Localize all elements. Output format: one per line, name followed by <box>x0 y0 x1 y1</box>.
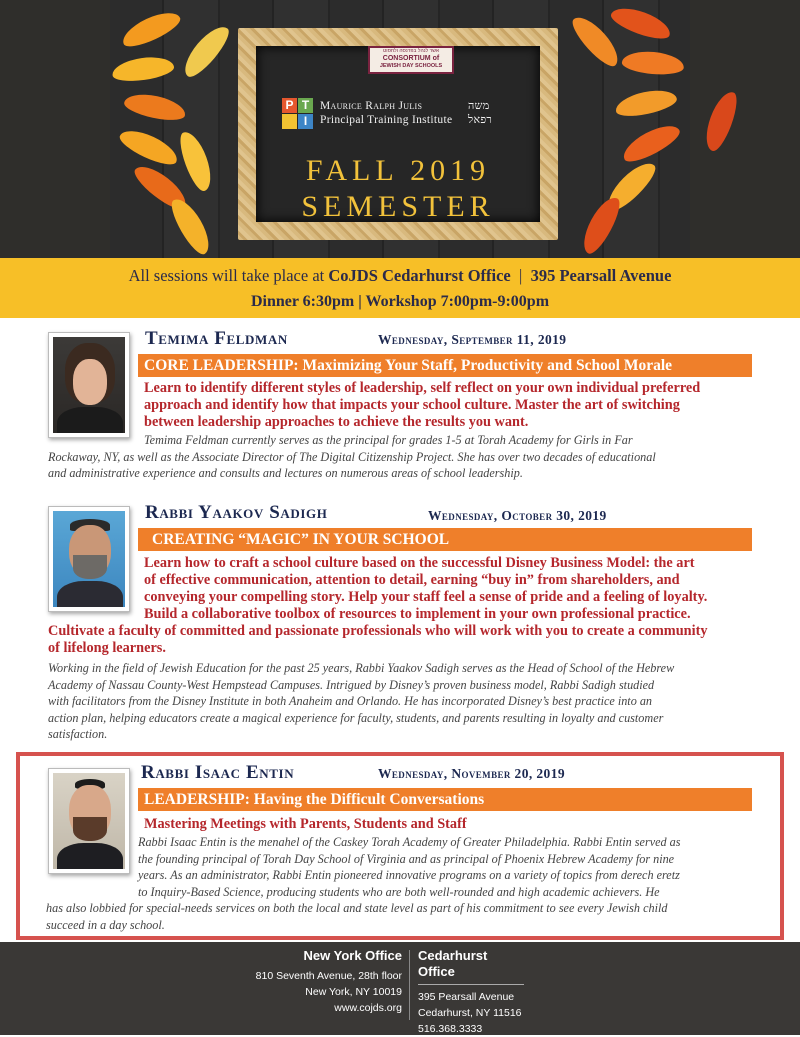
pti-letter: T <box>298 98 313 113</box>
institute-line2: Principal Training Institute <box>320 114 453 126</box>
ny-address: 810 Seventh Avenue, 28th floor <box>255 970 402 982</box>
bio-line: has also lobbied for special-needs services on both the local and state level as part of his commitment to see every Jewish child <box>46 901 668 915</box>
bio-line: with facilitators from the Disney Institute in both Anaheim and Orlando. He has incorporated Disney’s best practice into an <box>48 694 653 708</box>
bio-line: satisfaction. <box>48 727 108 741</box>
pti-letter: P <box>282 98 297 113</box>
website-link[interactable]: www.cojds.org <box>334 1002 402 1014</box>
bio-line: Temima Feldman currently serves as the principal for grades 1-5 at Torah Academy for Girls in Far <box>144 433 633 447</box>
bio-line: Working in the field of Jewish Education for the past 25 years, Rabbi Yaakov Sadigh serves as the Head of School of the Hebrew <box>48 661 675 675</box>
description-line: Learn how to craft a school culture based on the successful Disney Business Model: the art <box>144 555 695 571</box>
presenter-photo <box>48 506 130 612</box>
description-line: Learn to identify different styles of leadership, self reflect on your own individual preferred <box>144 380 701 396</box>
description-line: Mastering Meetings with Parents, Students and Staff <box>144 816 467 832</box>
semester-subtitle: SEMESTER <box>301 190 495 223</box>
session-title-bar: LEADERSHIP: Having the Difficult Conversations <box>138 788 752 811</box>
presenter-photo <box>48 332 130 438</box>
session-description <box>144 380 700 431</box>
pti-logo-icon <box>282 98 314 130</box>
bio-line: action plan, helping educators create a magical experience for faculty, students, and parents resulting in loyalty and customer <box>48 710 664 725</box>
location-line <box>0 266 800 286</box>
session-date: Wednesday, October 30, 2019 <box>428 508 607 523</box>
description-line: of lifelong learners. <box>48 640 166 656</box>
location-prefix: All sessions will take place at <box>128 266 329 285</box>
ny-office-heading: New York Office <box>303 948 402 963</box>
location-address: 395 Pearsall Avenue <box>530 266 672 285</box>
session-date: Wednesday, November 20, 2019 <box>378 766 566 781</box>
phone-number[interactable]: 516.368.3333 <box>418 1023 483 1035</box>
session-date: Wednesday, September 11, 2019 <box>378 332 567 347</box>
pti-letter: I <box>298 114 313 129</box>
location-separator: | <box>510 266 531 285</box>
bio-line: Academy of Nassau County-West Hempstead Campuses. Intrigued by Disney’s proven business model, Rabbi Sadigh studied <box>48 677 655 692</box>
consortium-name: CONSORTIUM of <box>382 55 440 62</box>
session-description <box>48 555 708 657</box>
institute-hebrew: משה רפאל <box>468 100 493 126</box>
session-title-bar: CREATING “MAGIC” IN YOUR SCHOOL <box>138 528 752 551</box>
session-title-bar: CORE LEADERSHIP: Maximizing Your Staff, Productivity and School Morale <box>138 354 752 377</box>
footer <box>0 942 800 1035</box>
description-line: conveying your compelling story. Help your staff feel a sense of pride and a feeling of loyalty. <box>144 589 708 605</box>
chalkboard-frame <box>238 28 558 240</box>
institute-line1: Maurice Ralph Julis <box>320 100 423 112</box>
presenter-bio <box>46 834 681 933</box>
bio-line: to Inquiry-Based Science, producing students who are both well-rounded and high academic achievers. He <box>138 884 660 899</box>
presenter-bio <box>48 660 674 743</box>
portrait-image <box>53 337 125 433</box>
description-line: approach and identify how that impacts your school culture. Master the art of switching <box>144 397 680 413</box>
ny-office <box>256 948 402 1016</box>
description-line: between leadership approaches to achieve the results you want. <box>144 414 529 430</box>
bio-line: Rabbi Isaac Entin is the menahel of the Caskey Torah Academy of Greater Philadelphia. Rabbi Entin served as <box>138 835 681 849</box>
cedarhurst-address: 395 Pearsall Avenue <box>418 991 515 1003</box>
bio-line: the founding principal of Torah Day School of Virginia and as principal of Phoenix Hebrew Academy for nine <box>138 851 675 866</box>
hero-left-edge <box>0 0 110 258</box>
consortium-hebrew: אשר לנהל בפרנסה ולחסוט <box>383 48 439 54</box>
presenter-name: Rabbi Isaac Entin <box>141 762 295 783</box>
ny-city: New York, NY 10019 <box>305 986 402 998</box>
presenter-name: Temima Feldman <box>145 328 288 349</box>
description-line: Build a collaborative toolbox of resources to implement in your own professional practice. <box>144 606 691 622</box>
bio-line: Rockaway, NY, as well as the Associate Director of The Digital Citizenship Project. She has over two decades of educational <box>48 449 656 464</box>
bio-line: years. As an administrator, Rabbi Entin pioneered innovative programs on a variety of topics from derech eretz <box>138 868 680 882</box>
presenter-name: Rabbi Yaakov Sadigh <box>145 502 328 523</box>
bio-line: succeed in a day school. <box>46 917 165 932</box>
semester-title: FALL 2019 <box>305 154 491 187</box>
consortium-subtitle: JEWISH DAY SCHOOLS <box>379 63 443 69</box>
presenter-bio <box>48 432 656 482</box>
cedarhurst-city: Cedarhurst, NY 11516 <box>418 1007 522 1019</box>
description-line: Cultivate a faculty of committed and passionate professionals who will work with you to create a community <box>48 623 708 639</box>
schedule-line: Dinner 6:30pm | Workshop 7:00pm-9:00pm <box>250 293 550 310</box>
institute-name <box>320 99 493 127</box>
chalkboard <box>256 46 540 222</box>
hero-banner <box>0 0 800 258</box>
bio-line: and administrative experience and consults and lectures on numerous areas of school leadership. <box>48 466 523 480</box>
info-band <box>0 258 800 318</box>
location-office: CoJDS Cedarhurst Office <box>328 266 511 285</box>
consortium-logo <box>368 46 454 74</box>
footer-divider <box>409 950 410 1020</box>
description-line: of effective communication, attention to detail, earning “buy in” from shareholders, and <box>144 572 680 588</box>
cedarhurst-office-heading: Cedarhurst Office <box>418 948 524 985</box>
cedarhurst-office <box>418 948 524 1037</box>
portrait-image <box>53 511 125 607</box>
session-description <box>144 816 467 833</box>
